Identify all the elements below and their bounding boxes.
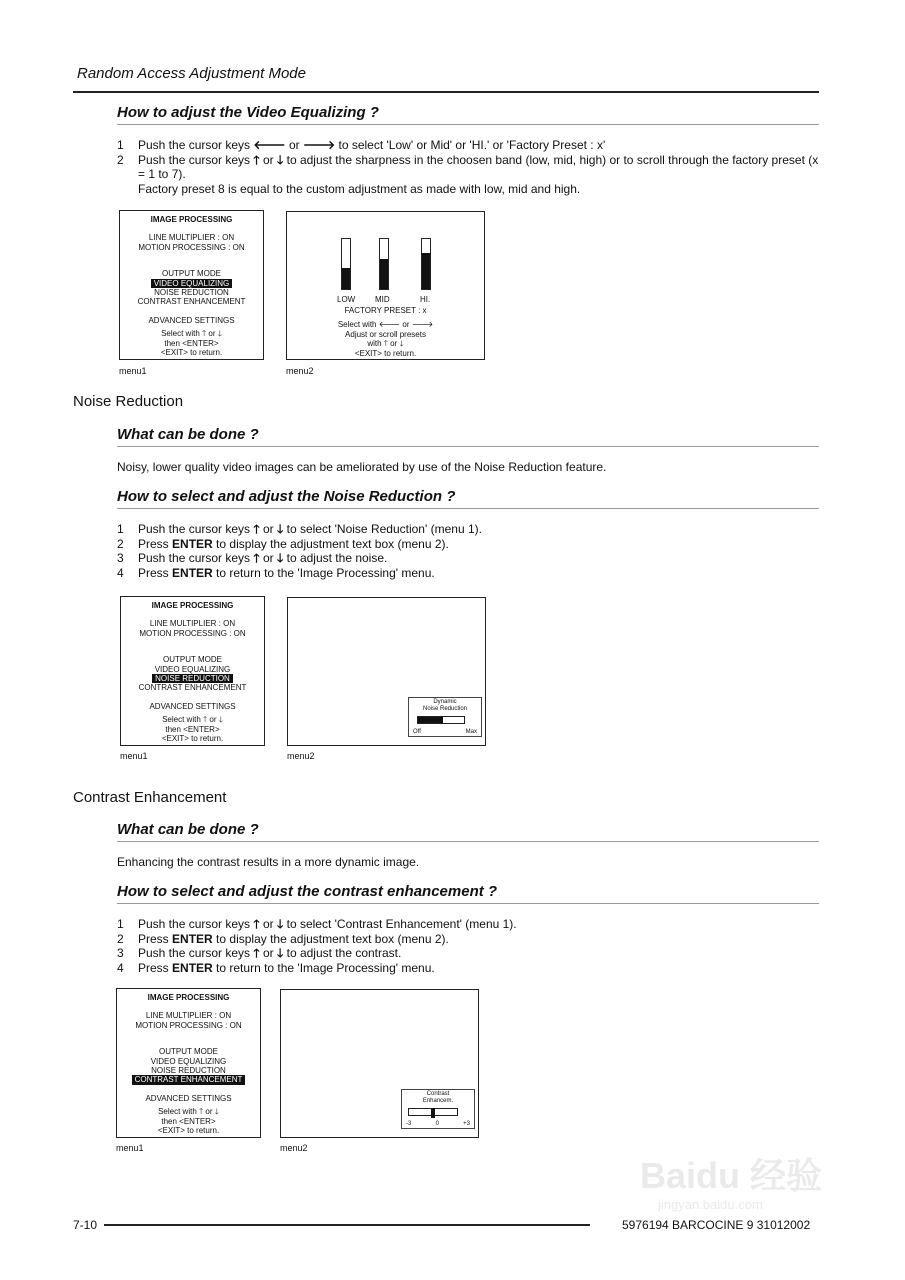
- step-text-post: to adjust the noise.: [286, 551, 388, 565]
- contrast-how-heading: How to select and adjust the contrast enhancement ?: [117, 883, 498, 900]
- step-text: [138, 917, 822, 932]
- step-3: [117, 946, 822, 961]
- step-text: [138, 932, 822, 947]
- divider: [117, 508, 819, 509]
- step-text: [138, 566, 822, 581]
- step-text-post: to select 'Noise Reduction' (menu 1).: [286, 522, 482, 536]
- step-text-pre: Push the cursor keys: [138, 551, 251, 565]
- footer-page-number: 7-10: [73, 1218, 98, 1232]
- step-text-post: to return to the 'Image Processing' menu.: [216, 565, 435, 580]
- menu-hint-exit: <EXIT> to return.: [161, 734, 224, 744]
- menu1-image-processing: [119, 210, 264, 360]
- step-text: [138, 138, 822, 153]
- eq-bar-hi[interactable]: [421, 238, 431, 290]
- step-number: 1: [117, 917, 124, 931]
- step-text-or: or: [288, 138, 300, 152]
- eq-label-hi: HI.: [420, 295, 431, 304]
- menu2-contrast: [280, 989, 479, 1138]
- menu-item-noise-reduction-selected[interactable]: NOISE REDUCTION: [152, 674, 233, 683]
- step-text-post: to display the adjustment text box (menu 2).: [216, 536, 449, 551]
- video-eq-steps: [117, 138, 822, 196]
- step-text-or: or: [263, 522, 274, 536]
- slider-max-label: Max: [465, 729, 477, 735]
- eq-hint-exit: <EXIT> to return.: [354, 348, 417, 358]
- step-text-pre: Push the cursor keys: [138, 946, 251, 960]
- step-text-post: to select 'Low' or Mid' or 'HI.' or 'Factory Preset : x': [338, 138, 606, 152]
- menu-item-video-equalizing-selected[interactable]: VIDEO EQUALIZING: [151, 279, 233, 288]
- eq-bar-fill: [422, 253, 430, 289]
- spacer: [121, 693, 264, 702]
- menu-item-noise-reduction[interactable]: NOISE REDUCTION: [151, 1066, 226, 1076]
- noise-what-text: Noisy, lower quality video images can be ameliorated by use of the Noise Reduction feature.: [117, 460, 607, 474]
- menu-item-motion-processing[interactable]: MOTION PROCESSING : ON: [139, 628, 246, 638]
- eq-bar-fill: [380, 259, 388, 289]
- step-text-or: or: [263, 946, 274, 960]
- arrow-down-icon: 🡓: [277, 152, 284, 167]
- slider-title-1: Dynamic: [433, 699, 457, 705]
- menu-item-advanced-settings[interactable]: ADVANCED SETTINGS: [149, 701, 236, 711]
- step-4: [117, 961, 822, 976]
- menu-item-contrast-enhancement[interactable]: CONTRAST ENHANCEMENT: [137, 297, 246, 307]
- caption-menu1: menu1: [119, 366, 147, 376]
- spacer: [120, 252, 263, 261]
- step-text-post: to return to the 'Image Processing' menu.: [216, 960, 435, 975]
- arrow-down-icon: 🡓: [277, 522, 284, 536]
- step-text-or: or: [263, 917, 274, 931]
- divider: [117, 903, 819, 904]
- arrow-up-icon: 🡑: [253, 152, 260, 167]
- arrow-down-icon: 🡓: [277, 551, 284, 565]
- noise-reduction-textbox: [408, 697, 482, 737]
- step-text: [138, 551, 822, 566]
- noise-what-heading: What can be done ?: [117, 426, 259, 443]
- menu-hint-exit: <EXIT> to return.: [160, 348, 223, 358]
- step-text-extra: Factory preset 8 is equal to the custom adjustment as made with low, mid and high.: [138, 181, 581, 196]
- menu-hint-enter: then <ENTER>: [164, 338, 219, 348]
- menu-title: IMAGE PROCESSING: [150, 215, 233, 224]
- divider: [117, 124, 819, 125]
- menu-item-contrast-enhancement[interactable]: CONTRAST ENHANCEMENT: [138, 683, 247, 693]
- arrow-left-icon: 🡐: [253, 138, 286, 152]
- step-text-or: or: [263, 551, 274, 565]
- menu2-noise: [287, 597, 486, 746]
- step-text: [138, 153, 822, 197]
- arrow-down-icon: 🡓: [277, 917, 284, 931]
- menu-hint-select: Select with 🡑 or 🡓: [158, 1107, 219, 1117]
- step-text-pre: Press: [138, 931, 169, 946]
- step-number: 1: [117, 522, 124, 536]
- spacer: [117, 1085, 260, 1094]
- caption-menu1: menu1: [116, 1143, 144, 1153]
- caption-menu2: menu2: [286, 366, 314, 376]
- step-text-pre: Press: [138, 565, 169, 580]
- contrast-enhancement-textbox: [401, 1089, 475, 1129]
- slider-ends: [413, 729, 477, 735]
- caption-menu2: menu2: [280, 1143, 308, 1153]
- spacer: [117, 1002, 260, 1011]
- menu-hint-enter: then <ENTER>: [161, 1116, 216, 1126]
- contrast-enhancement-slider[interactable]: [408, 1108, 458, 1116]
- step-1: [117, 522, 822, 537]
- step-text-post: to display the adjustment text box (menu 2).: [216, 931, 449, 946]
- step-text-pre: Push the cursor keys: [138, 138, 251, 152]
- menu-hint-exit: <EXIT> to return.: [157, 1126, 220, 1136]
- menu-item-output-mode[interactable]: OUTPUT MODE: [159, 1047, 218, 1057]
- menu-item-line-multiplier[interactable]: LINE MULTIPLIER : ON: [145, 1011, 232, 1021]
- slider-title-1: Contrast: [426, 1091, 450, 1097]
- watermark-brand: Baidu 经验: [640, 1155, 823, 1196]
- watermark-url: jingyan.baidu.com: [658, 1197, 763, 1212]
- slider-ends: [406, 1121, 470, 1127]
- step-number: 4: [117, 960, 124, 975]
- key-enter: ENTER: [172, 931, 213, 946]
- noise-how-heading: How to select and adjust the Noise Reduction ?: [117, 488, 456, 505]
- step-text-post: to adjust the sharpness in the choosen band (low, mid, high) or to scroll through the factory preset (x = 1 to 7).: [138, 152, 819, 181]
- step-number: 3: [117, 946, 124, 960]
- step-text: [138, 537, 822, 552]
- eq-bar-low[interactable]: [341, 238, 351, 290]
- step-text-pre: Push the cursor keys: [138, 152, 251, 167]
- step-number: 2: [117, 931, 124, 946]
- step-text-post: to select 'Contrast Enhancement' (menu 1).: [286, 917, 517, 931]
- menu-item-advanced-settings[interactable]: ADVANCED SETTINGS: [145, 1093, 232, 1103]
- divider: [117, 841, 819, 842]
- step-text-pre: Press: [138, 536, 169, 551]
- spacer: [121, 638, 264, 647]
- menu-hint-enter: then <ENTER>: [165, 724, 220, 734]
- eq-bar-fill: [342, 268, 350, 289]
- slider-fill: [418, 717, 443, 723]
- eq-label-low: LOW: [337, 295, 356, 304]
- step-number: 2: [117, 536, 124, 551]
- slider-knob[interactable]: [431, 1108, 435, 1118]
- eq-bar-mid[interactable]: [379, 238, 389, 290]
- footer-document-id: 5976194 BARCOCINE 9 31012002: [622, 1218, 811, 1232]
- step-number: 3: [117, 551, 124, 565]
- eq-hint-select: Select with 🡐 or 🡒: [337, 320, 434, 330]
- step-number: 4: [117, 565, 124, 580]
- menu1-image-processing: [116, 988, 261, 1138]
- key-enter: ENTER: [172, 565, 213, 580]
- menu-item-line-multiplier[interactable]: LINE MULTIPLIER : ON: [148, 233, 235, 243]
- menu-title: IMAGE PROCESSING: [151, 601, 234, 610]
- section-noise-reduction: Noise Reduction: [73, 393, 184, 410]
- step-3: [117, 551, 822, 566]
- menu-hint-select: Select with 🡑 or 🡓: [162, 715, 223, 725]
- spacer: [120, 307, 263, 316]
- spacer: [121, 610, 264, 619]
- caption-menu1: menu1: [120, 751, 148, 761]
- step-2: [117, 153, 822, 197]
- contrast-what-heading: What can be done ?: [117, 821, 259, 838]
- arrow-up-icon: 🡑: [253, 917, 260, 931]
- slider-min-label: Off: [413, 729, 421, 735]
- eq-factory-preset[interactable]: FACTORY PRESET : x: [344, 306, 427, 315]
- key-enter: ENTER: [172, 536, 213, 551]
- menu-item-video-equalizing[interactable]: VIDEO EQUALIZING: [150, 1056, 227, 1066]
- step-4: [117, 566, 822, 581]
- caption-menu2: menu2: [287, 751, 315, 761]
- eq-hint-with: with 🡑 or 🡓: [367, 339, 404, 349]
- menu-item-line-multiplier[interactable]: LINE MULTIPLIER : ON: [149, 619, 236, 629]
- arrow-up-icon: 🡑: [253, 551, 260, 565]
- menu-item-output-mode[interactable]: OUTPUT MODE: [163, 655, 222, 665]
- menu-item-video-equalizing[interactable]: VIDEO EQUALIZING: [154, 664, 231, 674]
- step-text: [138, 522, 822, 537]
- menu-item-advanced-settings[interactable]: ADVANCED SETTINGS: [148, 315, 235, 325]
- slider-title-2: Noise Reduction: [422, 706, 468, 712]
- eq-hint-adjust: Adjust or scroll presets: [345, 329, 426, 339]
- slider-zero-label: 0: [435, 1121, 439, 1127]
- step-2: [117, 932, 822, 947]
- menu-item-motion-processing[interactable]: MOTION PROCESSING : ON: [138, 242, 245, 252]
- contrast-what-text: Enhancing the contrast results in a more dynamic image.: [117, 855, 420, 869]
- arrow-right-icon: 🡒: [302, 138, 336, 152]
- step-text: [138, 946, 822, 961]
- step-text-pre: Push the cursor keys: [138, 917, 251, 931]
- baidu-watermark: [640, 1148, 822, 1212]
- arrow-up-icon: 🡑: [253, 946, 260, 960]
- divider: [117, 446, 819, 447]
- key-enter: ENTER: [172, 960, 213, 975]
- arrow-down-icon: 🡓: [277, 946, 284, 960]
- menu-hint-select: Select with 🡑 or 🡓: [161, 329, 222, 339]
- footer-rule: [104, 1224, 590, 1226]
- eq-text-block: [287, 306, 484, 358]
- arrow-up-icon: 🡑: [253, 522, 260, 536]
- step-text: [138, 961, 822, 976]
- spacer: [120, 224, 263, 233]
- page-header-title: Random Access Adjustment Mode: [77, 65, 306, 82]
- header-rule: [73, 91, 819, 93]
- step-2: [117, 537, 822, 552]
- step-number: 2: [117, 152, 124, 167]
- contrast-steps: [117, 917, 822, 975]
- eq-label-mid: MID: [375, 295, 390, 304]
- noise-steps: [117, 522, 822, 580]
- menu-item-output-mode[interactable]: OUTPUT MODE: [162, 269, 221, 279]
- step-1: [117, 917, 822, 932]
- video-eq-heading: How to adjust the Video Equalizing ?: [117, 104, 379, 121]
- spacer: [117, 1030, 260, 1039]
- menu2-video-eq: [286, 211, 485, 360]
- menu-item-noise-reduction[interactable]: NOISE REDUCTION: [154, 288, 229, 298]
- menu-item-contrast-enhancement-selected[interactable]: CONTRAST ENHANCEMENT: [132, 1075, 246, 1084]
- noise-reduction-slider[interactable]: [417, 716, 465, 724]
- step-1: [117, 138, 822, 153]
- menu-title: IMAGE PROCESSING: [147, 993, 230, 1002]
- step-text-pre: Press: [138, 960, 169, 975]
- menu-item-motion-processing[interactable]: MOTION PROCESSING : ON: [135, 1020, 242, 1030]
- step-text-pre: Push the cursor keys: [138, 522, 251, 536]
- step-text-or: or: [263, 152, 274, 167]
- section-contrast-enhancement: Contrast Enhancement: [73, 789, 227, 806]
- slider-max-label: +3: [463, 1121, 470, 1127]
- step-number: 1: [117, 138, 124, 152]
- menu1-image-processing: [120, 596, 265, 746]
- slider-title-2: Enhancem.: [422, 1098, 454, 1104]
- step-text-post: to adjust the contrast.: [286, 946, 402, 960]
- slider-min-label: -3: [406, 1121, 412, 1127]
